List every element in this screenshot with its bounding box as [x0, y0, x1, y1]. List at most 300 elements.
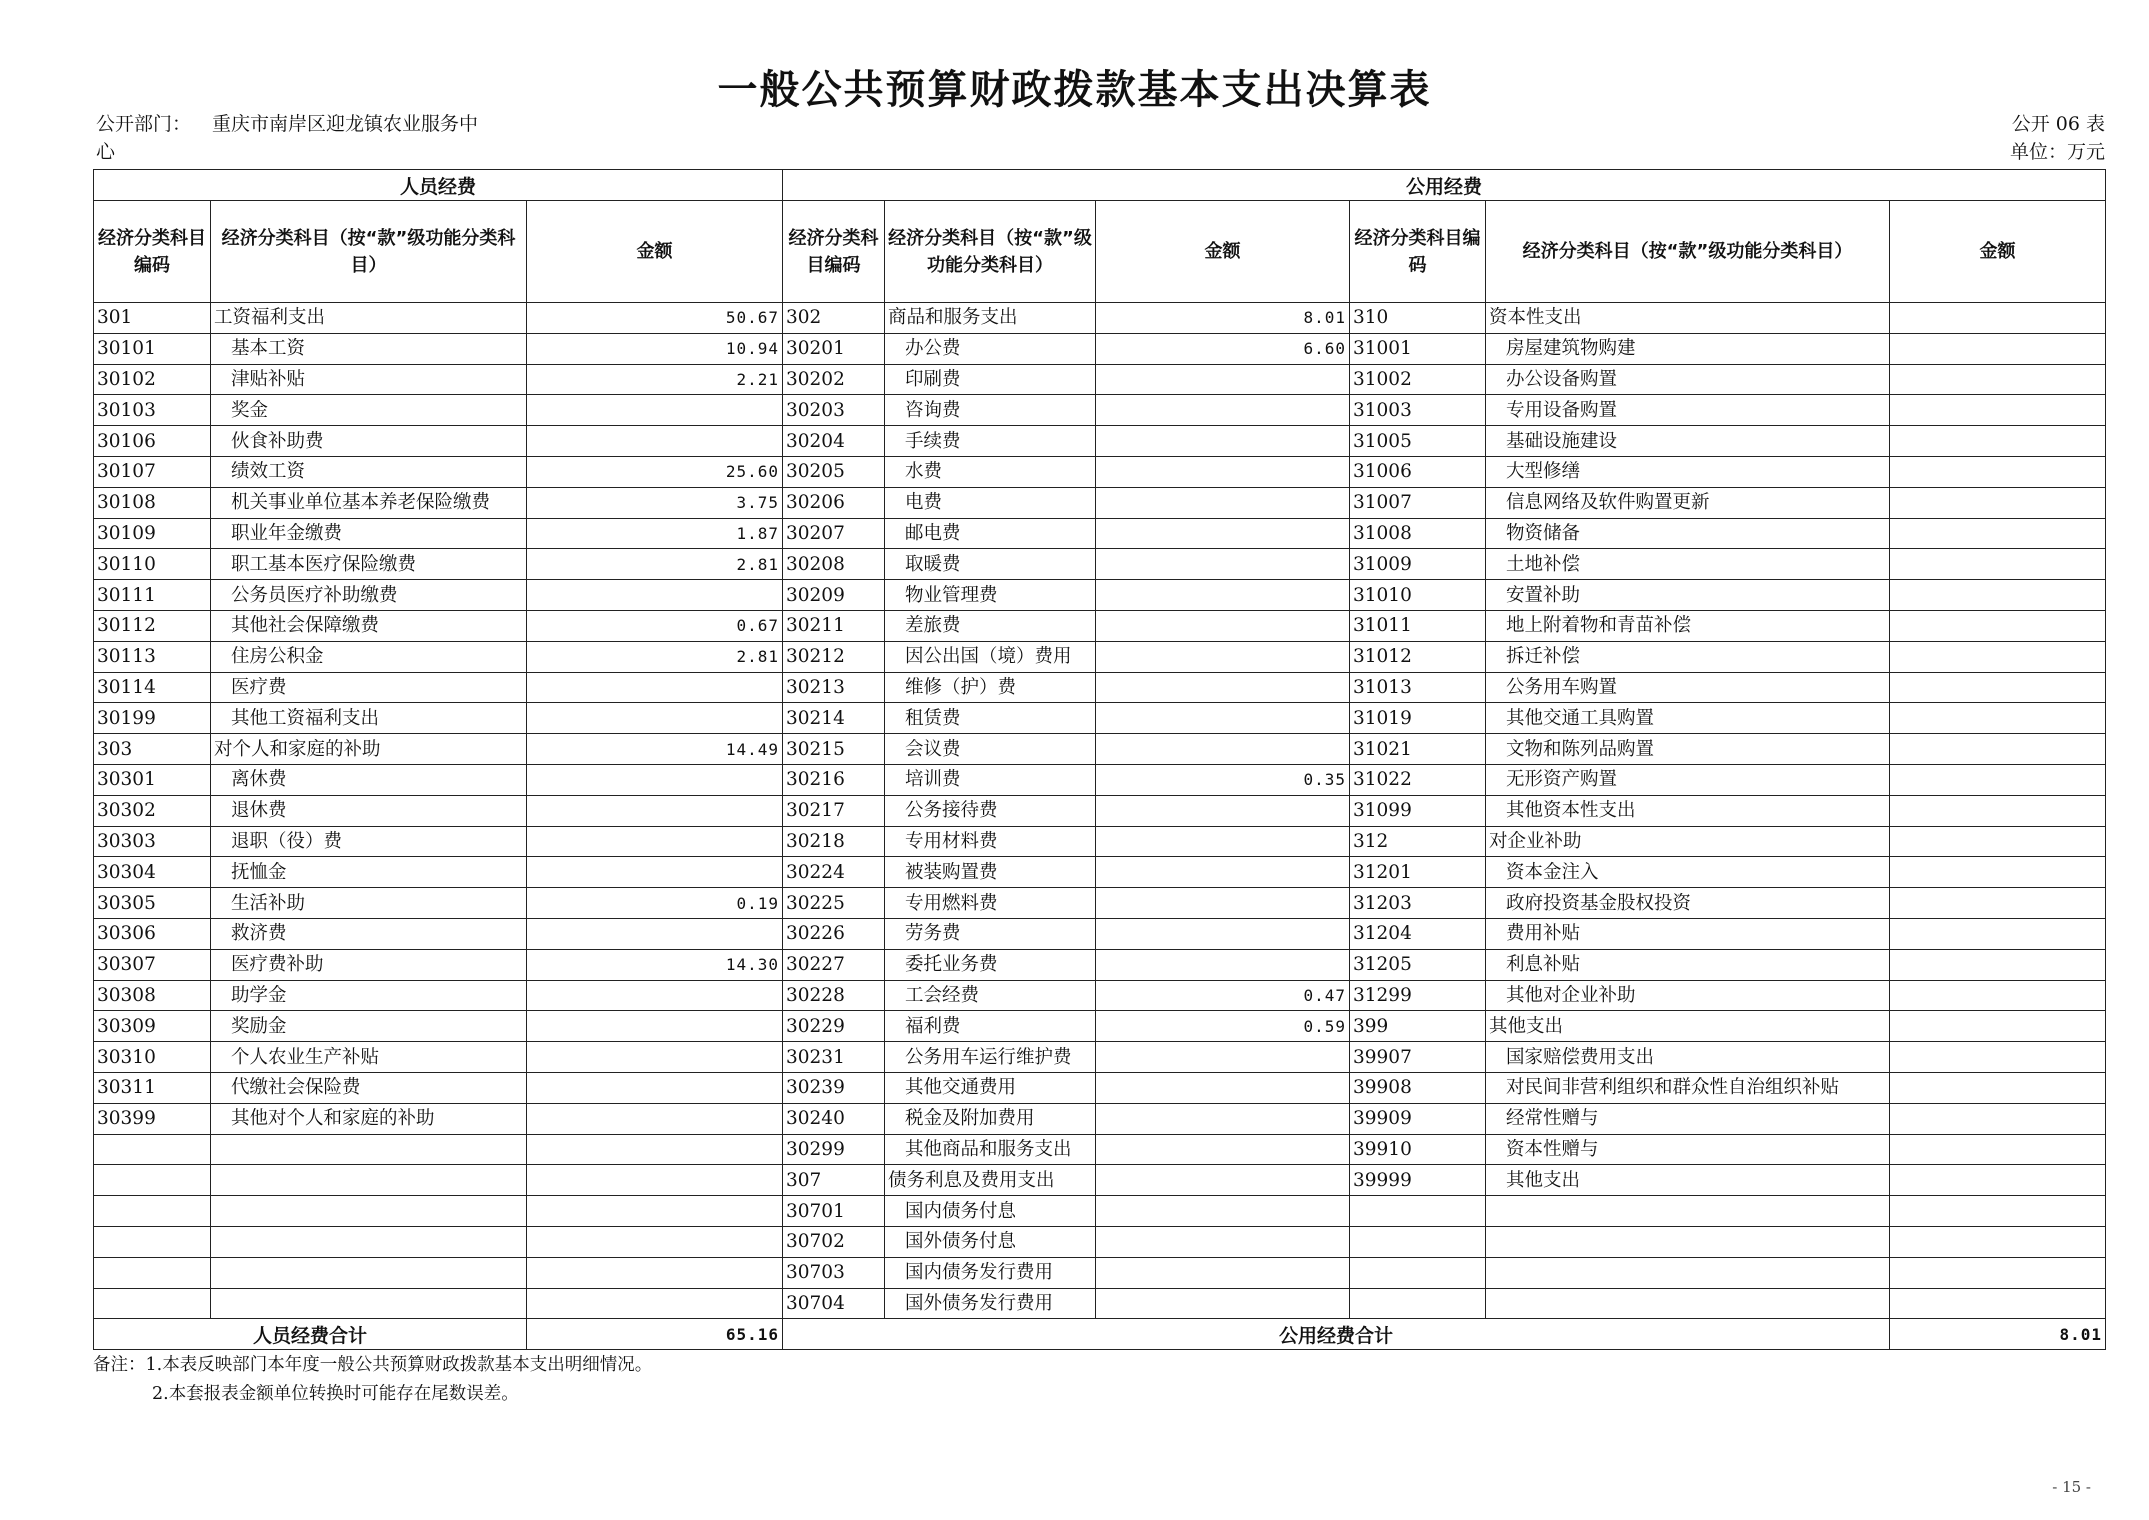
cell-public2-name: 其他资本性支出	[1486, 795, 1890, 826]
col-header-public1-name: 经济分类科目（按“款”级功能分类科目）	[885, 201, 1096, 303]
cell-personnel-code	[94, 1196, 211, 1227]
cell-personnel-amount	[527, 426, 783, 457]
cell-personnel-amount	[527, 795, 783, 826]
cell-personnel-amount	[527, 826, 783, 857]
table-row	[94, 1257, 2106, 1288]
cell-public2-name: 基础设施建设	[1486, 426, 1890, 457]
page-number: - 15 -	[2052, 1478, 2091, 1496]
cell-public1-amount	[1096, 610, 1350, 641]
cell-public1-name: 印刷费	[885, 364, 1096, 395]
cell-public1-code: 30229	[783, 1011, 885, 1042]
personnel-total-value: 65.16	[527, 1319, 783, 1350]
cell-public2-code: 31006	[1350, 456, 1486, 487]
cell-personnel-code: 30311	[94, 1072, 211, 1103]
dept-name: 重庆市南岸区迎龙镇农业服务中	[212, 113, 479, 135]
cell-personnel-name: 医疗费补助	[211, 949, 527, 980]
cell-public2-amount	[1890, 764, 2106, 795]
cell-public1-code: 30214	[783, 703, 885, 734]
cell-personnel-name: 医疗费	[211, 672, 527, 703]
cell-public1-amount	[1096, 487, 1350, 518]
cell-public2-amount	[1890, 1226, 2106, 1257]
cell-public1-amount	[1096, 1165, 1350, 1196]
cell-public2-name: 资本性赠与	[1486, 1134, 1890, 1165]
cell-personnel-code	[94, 1226, 211, 1257]
cell-personnel-name	[211, 1288, 527, 1319]
cell-personnel-name: 绩效工资	[211, 456, 527, 487]
table-row	[94, 1103, 2106, 1134]
note-2: 2.本套报表金额单位转换时可能存在尾数误差。	[152, 1384, 519, 1404]
cell-personnel-amount	[527, 764, 783, 795]
cell-personnel-amount: 2.81	[527, 641, 783, 672]
table-row	[94, 949, 2106, 980]
cell-public2-name: 利息补贴	[1486, 949, 1890, 980]
cell-public2-name: 大型修缮	[1486, 456, 1890, 487]
col-header-public2-amount: 金额	[1890, 201, 2106, 303]
col-header-public2-code: 经济分类科目编码	[1350, 201, 1486, 303]
cell-public1-name: 维修（护）费	[885, 672, 1096, 703]
cell-personnel-code: 303	[94, 734, 211, 765]
cell-public2-name: 文物和陈列品购置	[1486, 734, 1890, 765]
cell-public2-code: 31008	[1350, 518, 1486, 549]
cell-personnel-amount: 25.60	[527, 456, 783, 487]
cell-public1-name: 取暖费	[885, 549, 1096, 580]
cell-personnel-code: 30301	[94, 764, 211, 795]
cell-personnel-code: 30302	[94, 795, 211, 826]
cell-public1-name: 会议费	[885, 734, 1096, 765]
cell-public1-code: 30203	[783, 395, 885, 426]
cell-public1-amount	[1096, 672, 1350, 703]
cell-public2-amount	[1890, 364, 2106, 395]
cell-public2-code	[1350, 1257, 1486, 1288]
cell-public2-amount	[1890, 857, 2106, 888]
cell-public2-name: 专用设备购置	[1486, 395, 1890, 426]
cell-public2-code: 31201	[1350, 857, 1486, 888]
dept-name-continued: 心	[96, 141, 116, 163]
cell-public1-code: 30231	[783, 1042, 885, 1073]
table-row	[94, 888, 2106, 919]
cell-public1-amount: 8.01	[1096, 303, 1350, 334]
cell-public1-name: 福利费	[885, 1011, 1096, 1042]
cell-public1-name: 委托业务费	[885, 949, 1096, 980]
cell-personnel-name: 生活补助	[211, 888, 527, 919]
table-row	[94, 795, 2106, 826]
cell-personnel-name: 其他社会保障缴费	[211, 610, 527, 641]
cell-public2-name: 资本金注入	[1486, 857, 1890, 888]
cell-personnel-code: 30111	[94, 580, 211, 611]
cell-public2-amount	[1890, 1134, 2106, 1165]
cell-personnel-name: 助学金	[211, 980, 527, 1011]
cell-personnel-amount: 3.75	[527, 487, 783, 518]
cell-public2-amount	[1890, 795, 2106, 826]
cell-personnel-code: 30109	[94, 518, 211, 549]
cell-public1-code: 30211	[783, 610, 885, 641]
cell-personnel-name	[211, 1134, 527, 1165]
cell-personnel-code: 30108	[94, 487, 211, 518]
table-row	[94, 333, 2106, 364]
public-total-label: 公用经费合计	[783, 1319, 1890, 1350]
cell-public1-name: 专用燃料费	[885, 888, 1096, 919]
cell-personnel-code	[94, 1134, 211, 1165]
cell-personnel-name: 对个人和家庭的补助	[211, 734, 527, 765]
cell-public2-code: 31011	[1350, 610, 1486, 641]
cell-public1-code: 30217	[783, 795, 885, 826]
cell-public2-code: 31203	[1350, 888, 1486, 919]
cell-public1-code: 30201	[783, 333, 885, 364]
cell-public2-name: 其他对企业补助	[1486, 980, 1890, 1011]
cell-public2-name: 拆迁补偿	[1486, 641, 1890, 672]
cell-public1-name: 差旅费	[885, 610, 1096, 641]
cell-public1-name: 商品和服务支出	[885, 303, 1096, 334]
cell-public2-amount	[1890, 703, 2106, 734]
cell-public2-amount	[1890, 487, 2106, 518]
cell-personnel-amount	[527, 857, 783, 888]
cell-personnel-name: 基本工资	[211, 333, 527, 364]
table-row	[94, 426, 2106, 457]
cell-personnel-amount: 50.67	[527, 303, 783, 334]
cell-public2-code: 39908	[1350, 1072, 1486, 1103]
cell-personnel-code: 30306	[94, 918, 211, 949]
cell-public2-code: 31012	[1350, 641, 1486, 672]
cell-personnel-amount: 0.67	[527, 610, 783, 641]
cell-public2-amount	[1890, 918, 2106, 949]
table-row	[94, 1196, 2106, 1227]
cell-personnel-name: 伙食补助费	[211, 426, 527, 457]
cell-public2-code	[1350, 1196, 1486, 1227]
cell-personnel-name	[211, 1196, 527, 1227]
cell-public1-amount	[1096, 1226, 1350, 1257]
cell-personnel-amount	[527, 703, 783, 734]
col-header-public1-amount: 金额	[1096, 201, 1350, 303]
cell-public1-code: 302	[783, 303, 885, 334]
table-row	[94, 456, 2106, 487]
cell-personnel-amount: 2.21	[527, 364, 783, 395]
table-row	[94, 857, 2106, 888]
cell-public1-name: 物业管理费	[885, 580, 1096, 611]
cell-personnel-name: 住房公积金	[211, 641, 527, 672]
cell-public2-amount	[1890, 518, 2106, 549]
cell-public1-name: 债务利息及费用支出	[885, 1165, 1096, 1196]
cell-public2-code: 31019	[1350, 703, 1486, 734]
cell-personnel-code: 30102	[94, 364, 211, 395]
cell-public1-code: 30224	[783, 857, 885, 888]
cell-public1-name: 其他商品和服务支出	[885, 1134, 1096, 1165]
cell-public2-amount	[1890, 610, 2106, 641]
cell-public2-code: 39907	[1350, 1042, 1486, 1073]
cell-public1-name: 税金及附加费用	[885, 1103, 1096, 1134]
cell-personnel-amount: 1.87	[527, 518, 783, 549]
cell-personnel-amount	[527, 1072, 783, 1103]
cell-public1-name: 因公出国（境）费用	[885, 641, 1096, 672]
expenditure-table	[93, 169, 2106, 1350]
cell-public2-amount	[1890, 580, 2106, 611]
cell-public2-amount	[1890, 1196, 2106, 1227]
cell-public2-amount	[1890, 333, 2106, 364]
cell-personnel-code: 30114	[94, 672, 211, 703]
cell-public1-name: 公务用车运行维护费	[885, 1042, 1096, 1073]
table-row	[94, 610, 2106, 641]
cell-public1-amount	[1096, 1072, 1350, 1103]
cell-public2-amount	[1890, 1165, 2106, 1196]
cell-public2-name: 信息网络及软件购置更新	[1486, 487, 1890, 518]
cell-public2-name: 政府投资基金股权投资	[1486, 888, 1890, 919]
unit-label: 单位：万元	[2009, 141, 2105, 163]
cell-public2-name	[1486, 1288, 1890, 1319]
col-header-public2-name: 经济分类科目（按“款”级功能分类科目）	[1486, 201, 1890, 303]
cell-public1-amount	[1096, 795, 1350, 826]
cell-personnel-code: 30399	[94, 1103, 211, 1134]
cell-public2-code: 31010	[1350, 580, 1486, 611]
cell-personnel-amount	[527, 395, 783, 426]
cell-public1-code: 30208	[783, 549, 885, 580]
cell-personnel-name: 工资福利支出	[211, 303, 527, 334]
cell-personnel-code: 30310	[94, 1042, 211, 1073]
cell-personnel-code: 30113	[94, 641, 211, 672]
cell-personnel-name	[211, 1226, 527, 1257]
cell-personnel-name: 职业年金缴费	[211, 518, 527, 549]
cell-public2-name: 地上附着物和青苗补偿	[1486, 610, 1890, 641]
cell-public2-code: 31022	[1350, 764, 1486, 795]
cell-personnel-code: 30112	[94, 610, 211, 641]
cell-public2-amount	[1890, 1072, 2106, 1103]
cell-public2-code: 31001	[1350, 333, 1486, 364]
cell-public2-code	[1350, 1288, 1486, 1319]
cell-public2-amount	[1890, 888, 2106, 919]
cell-public1-code: 307	[783, 1165, 885, 1196]
table-row	[94, 518, 2106, 549]
cell-personnel-name: 救济费	[211, 918, 527, 949]
cell-personnel-amount	[527, 1288, 783, 1319]
cell-public1-amount	[1096, 395, 1350, 426]
cell-personnel-name: 奖励金	[211, 1011, 527, 1042]
cell-public1-code: 30702	[783, 1226, 885, 1257]
cell-public2-name: 其他支出	[1486, 1011, 1890, 1042]
table-row	[94, 980, 2106, 1011]
note-1: 备注：1.本表反映部门本年度一般公共预算财政拨款基本支出明细情况。	[93, 1355, 653, 1375]
col-header-public1-code: 经济分类科目编码	[783, 201, 885, 303]
cell-personnel-name: 公务员医疗补助缴费	[211, 580, 527, 611]
table-row	[94, 826, 2106, 857]
cell-public1-name: 公务接待费	[885, 795, 1096, 826]
cell-public1-code: 30206	[783, 487, 885, 518]
cell-public1-amount	[1096, 549, 1350, 580]
cell-public2-name: 对民间非营利组织和群众性自治组织补贴	[1486, 1072, 1890, 1103]
cell-public1-code: 30240	[783, 1103, 885, 1134]
table-row	[94, 1011, 2106, 1042]
table-row	[94, 1134, 2106, 1165]
cell-public2-name: 土地补偿	[1486, 549, 1890, 580]
cell-personnel-code: 30307	[94, 949, 211, 980]
cell-public2-amount	[1890, 395, 2106, 426]
cell-public2-name: 公务用车购置	[1486, 672, 1890, 703]
cell-public2-code: 31021	[1350, 734, 1486, 765]
cell-personnel-code: 30110	[94, 549, 211, 580]
cell-public2-amount	[1890, 456, 2106, 487]
table-row	[94, 395, 2106, 426]
cell-public2-name: 办公设备购置	[1486, 364, 1890, 395]
cell-public1-code: 30228	[783, 980, 885, 1011]
cell-personnel-name: 退休费	[211, 795, 527, 826]
cell-public2-code: 31007	[1350, 487, 1486, 518]
table-row	[94, 364, 2106, 395]
cell-public2-name: 费用补贴	[1486, 918, 1890, 949]
table-row	[94, 487, 2106, 518]
cell-public1-code: 30704	[783, 1288, 885, 1319]
cell-personnel-code: 30309	[94, 1011, 211, 1042]
cell-public2-name	[1486, 1196, 1890, 1227]
cell-personnel-code: 30303	[94, 826, 211, 857]
cell-public1-code: 30215	[783, 734, 885, 765]
cell-public2-amount	[1890, 641, 2106, 672]
cell-public1-amount: 6.60	[1096, 333, 1350, 364]
cell-public1-name: 培训费	[885, 764, 1096, 795]
cell-public1-amount	[1096, 518, 1350, 549]
public-total-value: 8.01	[1890, 1319, 2106, 1350]
dept-label: 公开部门：	[96, 113, 192, 135]
table-body	[94, 303, 2106, 1319]
cell-personnel-code: 301	[94, 303, 211, 334]
cell-public2-amount	[1890, 980, 2106, 1011]
cell-personnel-amount	[527, 1103, 783, 1134]
cell-public1-amount	[1096, 918, 1350, 949]
cell-public2-name	[1486, 1226, 1890, 1257]
cell-personnel-name	[211, 1165, 527, 1196]
table-row	[94, 734, 2106, 765]
cell-public1-code: 30213	[783, 672, 885, 703]
cell-public1-amount	[1096, 580, 1350, 611]
cell-public1-code: 30701	[783, 1196, 885, 1227]
cell-personnel-code: 30199	[94, 703, 211, 734]
cell-public2-code: 39909	[1350, 1103, 1486, 1134]
table-row	[94, 672, 2106, 703]
cell-public1-amount	[1096, 857, 1350, 888]
cell-public2-code: 399	[1350, 1011, 1486, 1042]
cell-public1-name: 专用材料费	[885, 826, 1096, 857]
cell-personnel-name: 奖金	[211, 395, 527, 426]
cell-personnel-amount	[527, 1042, 783, 1073]
cell-public1-code: 30239	[783, 1072, 885, 1103]
cell-public1-amount	[1096, 703, 1350, 734]
table-row	[94, 918, 2106, 949]
col-header-personnel-name: 经济分类科目（按“款”级功能分类科目）	[211, 201, 527, 303]
cell-personnel-amount: 14.49	[527, 734, 783, 765]
cell-public1-amount	[1096, 888, 1350, 919]
cell-public2-code: 39999	[1350, 1165, 1486, 1196]
cell-public2-amount	[1890, 426, 2106, 457]
cell-public1-name: 电费	[885, 487, 1096, 518]
cell-public2-amount	[1890, 949, 2106, 980]
cell-public1-name: 国内债务付息	[885, 1196, 1096, 1227]
cell-personnel-code: 30305	[94, 888, 211, 919]
cell-public2-code	[1350, 1226, 1486, 1257]
cell-personnel-amount: 14.30	[527, 949, 783, 980]
cell-personnel-amount: 0.19	[527, 888, 783, 919]
cell-personnel-amount	[527, 672, 783, 703]
cell-public2-amount	[1890, 1042, 2106, 1073]
cell-public1-name: 劳务费	[885, 918, 1096, 949]
cell-public1-name: 其他交通费用	[885, 1072, 1096, 1103]
cell-personnel-amount	[527, 1134, 783, 1165]
cell-personnel-code: 30103	[94, 395, 211, 426]
cell-public2-name: 安置补助	[1486, 580, 1890, 611]
cell-public2-code: 310	[1350, 303, 1486, 334]
table-row	[94, 703, 2106, 734]
cell-public1-amount	[1096, 1103, 1350, 1134]
cell-public1-amount	[1096, 641, 1350, 672]
cell-public1-amount	[1096, 826, 1350, 857]
cell-public2-amount	[1890, 1288, 2106, 1319]
table-row	[94, 549, 2106, 580]
cell-public1-amount: 0.47	[1096, 980, 1350, 1011]
cell-personnel-name: 津贴补贴	[211, 364, 527, 395]
cell-public2-name: 物资储备	[1486, 518, 1890, 549]
cell-public2-amount	[1890, 734, 2106, 765]
cell-public1-name: 办公费	[885, 333, 1096, 364]
cell-public1-name: 水费	[885, 456, 1096, 487]
table-row	[94, 1165, 2106, 1196]
cell-public1-amount	[1096, 734, 1350, 765]
table-row	[94, 1288, 2106, 1319]
cell-public2-code: 39910	[1350, 1134, 1486, 1165]
cell-personnel-code: 30304	[94, 857, 211, 888]
cell-public2-code: 31005	[1350, 426, 1486, 457]
cell-public2-code: 31205	[1350, 949, 1486, 980]
page-title: 一般公共预算财政拨款基本支出决算表	[717, 67, 1432, 113]
table-row	[94, 580, 2106, 611]
cell-public1-code: 30202	[783, 364, 885, 395]
table-row	[94, 764, 2106, 795]
cell-public1-code: 30225	[783, 888, 885, 919]
cell-public2-code: 31299	[1350, 980, 1486, 1011]
col-header-personnel-code: 经济分类科目编码	[94, 201, 211, 303]
cell-public2-name: 对企业补助	[1486, 826, 1890, 857]
cell-personnel-amount: 2.81	[527, 549, 783, 580]
cell-public1-code: 30226	[783, 918, 885, 949]
cell-public1-name: 租赁费	[885, 703, 1096, 734]
cell-public1-code: 30218	[783, 826, 885, 857]
cell-public1-code: 30299	[783, 1134, 885, 1165]
cell-public2-code: 312	[1350, 826, 1486, 857]
cell-personnel-code: 30101	[94, 333, 211, 364]
cell-public2-name: 房屋建筑物购建	[1486, 333, 1890, 364]
cell-public2-name: 其他交通工具购置	[1486, 703, 1890, 734]
cell-public1-code: 30212	[783, 641, 885, 672]
cell-public1-amount	[1096, 949, 1350, 980]
cell-public2-code: 31009	[1350, 549, 1486, 580]
cell-personnel-code: 30106	[94, 426, 211, 457]
personnel-total-label: 人员经费合计	[94, 1319, 527, 1350]
cell-public2-code: 31204	[1350, 918, 1486, 949]
table-number: 公开 06 表	[2011, 113, 2105, 135]
cell-personnel-amount: 10.94	[527, 333, 783, 364]
cell-personnel-code	[94, 1257, 211, 1288]
cell-personnel-amount	[527, 1011, 783, 1042]
cell-public1-name: 咨询费	[885, 395, 1096, 426]
cell-public1-amount: 0.35	[1096, 764, 1350, 795]
table-row	[94, 1042, 2106, 1073]
cell-public1-code: 30209	[783, 580, 885, 611]
cell-public1-code: 30205	[783, 456, 885, 487]
cell-public2-amount	[1890, 303, 2106, 334]
cell-public2-amount	[1890, 1011, 2106, 1042]
cell-public1-amount	[1096, 1134, 1350, 1165]
cell-public1-name: 被装购置费	[885, 857, 1096, 888]
cell-public1-amount	[1096, 456, 1350, 487]
section-personnel: 人员经费	[94, 170, 783, 201]
col-header-personnel-amount: 金额	[527, 201, 783, 303]
table-row	[94, 303, 2106, 334]
cell-personnel-code: 30308	[94, 980, 211, 1011]
cell-personnel-name: 职工基本医疗保险缴费	[211, 549, 527, 580]
